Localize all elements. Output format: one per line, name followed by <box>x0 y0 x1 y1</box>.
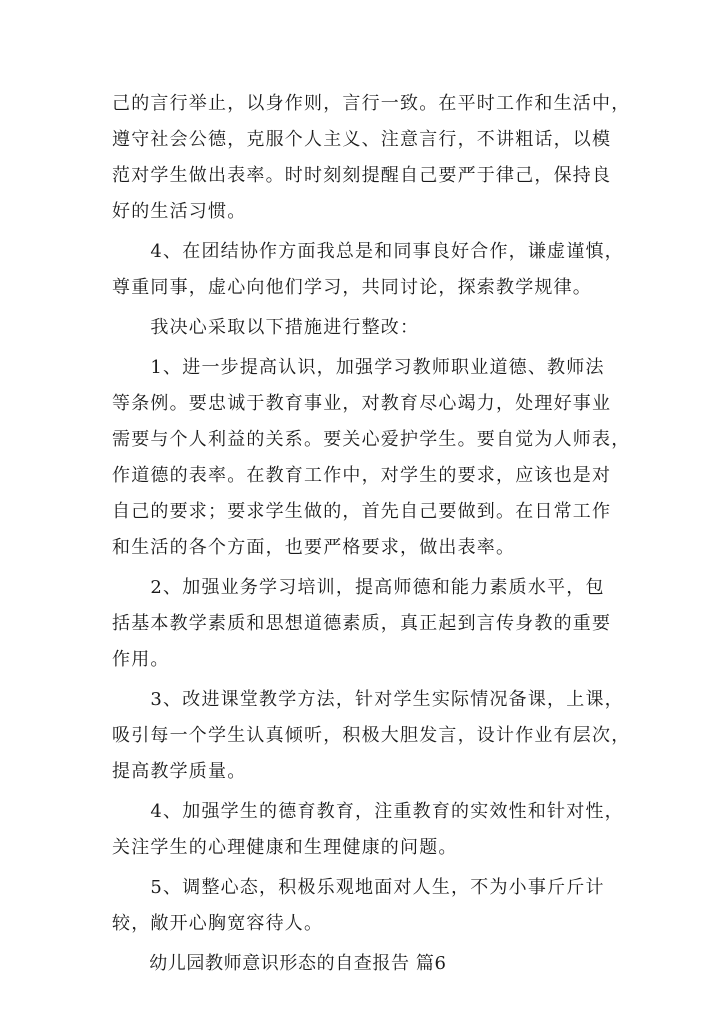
text-line: 己的言行举止，以身作则，言行一致。在平时工作和生活中， <box>112 93 631 114</box>
document-page <box>112 86 631 982</box>
text-line: 尊重同事，虚心向他们学习，共同讨论，探索教学规律。 <box>112 277 592 298</box>
text-line: 和生活的各个方面，也要严格要求，做出表率。 <box>112 537 516 558</box>
paragraph-8 <box>112 870 612 942</box>
paragraph-1 <box>112 86 631 230</box>
text-line: 范对学生做出表率。时时刻刻提醒自己要严于律己，保持良 <box>112 165 612 186</box>
paragraph-5 <box>112 570 612 678</box>
text-line: 好的生活习惯。 <box>112 201 247 222</box>
text-line: 关注学生的心理健康和生理健康的问题。 <box>112 837 458 858</box>
paragraph-3 <box>112 310 612 346</box>
text-line: 4、在团结协作方面我总是和同事良好合作，谦虚谨慎， <box>112 241 624 262</box>
text-line: 作用。 <box>112 649 170 670</box>
text-line: 吸引每一个学生认真倾听，积极大胆发言，设计作业有层次， <box>112 725 631 746</box>
text-line: 等条例。要忠诚于教育事业，对教育尽心竭力，处理好事业 <box>112 393 612 414</box>
paragraph-6 <box>112 682 631 790</box>
text-line: 2、加强业务学习培训，提高师德和能力素质水平，包 <box>112 577 605 598</box>
text-line: 提高教学质量。 <box>112 761 247 782</box>
text-line: 需要与个人利益的关系。要关心爱护学生。要自觉为人师表， <box>112 429 631 450</box>
text-line: 较，敞开心胸宽容待人。 <box>112 913 324 934</box>
text-line: 3、改进课堂教学方法，针对学生实际情况备课，上课， <box>112 689 624 710</box>
paragraph-4 <box>112 350 631 566</box>
text-line: 4、加强学生的德育教育，注重教育的实效性和针对性， <box>112 801 624 822</box>
text-line: 我决心采取以下措施进行整改： <box>112 317 420 338</box>
text-line: 自己的要求；要求学生做的，首先自己要做到。在日常工作 <box>112 501 612 522</box>
text-line: 括基本教学素质和思想道德素质，真正起到言传身教的重要 <box>112 613 612 634</box>
paragraph-7 <box>112 794 624 866</box>
section-heading: 幼儿园教师意识形态的自查报告 篇6 <box>112 953 447 974</box>
text-line: 作道德的表率。在教育工作中，对学生的要求，应该也是对 <box>112 465 612 486</box>
text-line: 遵守社会公德，克服个人主义、注意言行，不讲粗话，以模 <box>112 129 612 150</box>
text-line: 5、调整心态，积极乐观地面对人生，不为小事斤斤计 <box>112 877 605 898</box>
text-line: 1、进一步提高认识，加强学习教师职业道德、教师法 <box>112 357 605 378</box>
paragraph-2 <box>112 234 624 306</box>
